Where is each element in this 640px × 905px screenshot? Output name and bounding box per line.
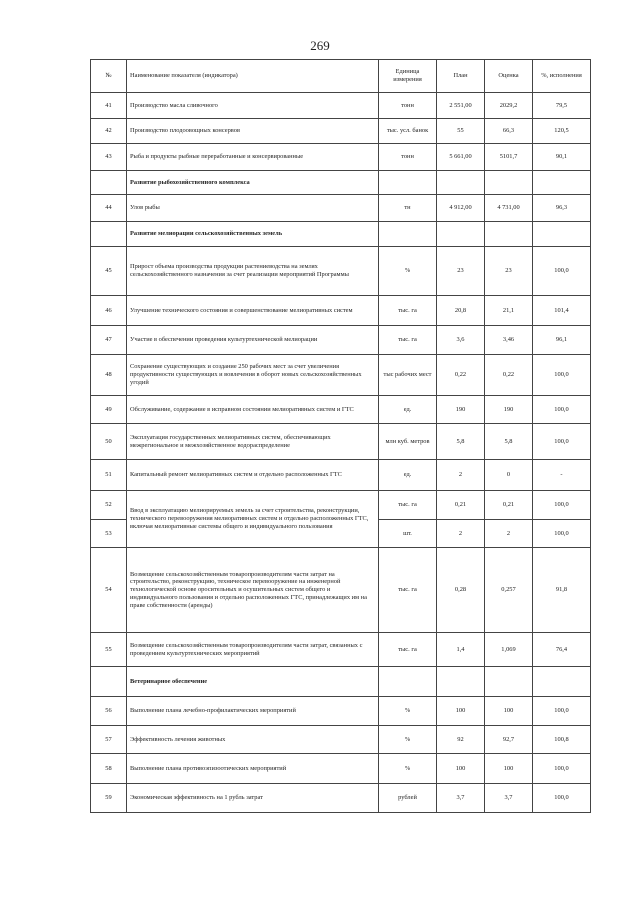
row-num: 57 (91, 726, 127, 754)
row-unit: тонн (379, 93, 437, 119)
row-name: Улучшение технического состояния и совершенствование мелиоративных систем (127, 296, 379, 326)
row-plan: 3,6 (437, 326, 485, 355)
row-estimate: 2029,2 (485, 93, 533, 119)
row-plan: 20,8 (437, 296, 485, 326)
section-row (91, 667, 591, 697)
row-percent: 100,0 (533, 424, 591, 460)
row-num: 51 (91, 460, 127, 491)
header-name: Наименование показателя (индикатора) (127, 60, 379, 93)
row-estimate: 0,22 (485, 355, 533, 396)
row-unit: рублей (379, 784, 437, 813)
row-estimate: 3,46 (485, 326, 533, 355)
row-num: 56 (91, 697, 127, 726)
row-unit: тонн (379, 144, 437, 171)
row-unit: тыс. га (379, 491, 437, 520)
row-plan: 92 (437, 726, 485, 754)
row-num: 43 (91, 144, 127, 171)
table-row (91, 247, 591, 296)
row-unit: шт. (379, 520, 437, 548)
row-num: 42 (91, 119, 127, 144)
row-name: Выполнение плана противоэпизоотических мероприятий (127, 754, 379, 784)
row-percent: 100,0 (533, 396, 591, 424)
table-row (91, 548, 591, 633)
row-unit: млн куб. метров (379, 424, 437, 460)
header-plan: План (437, 60, 485, 93)
table-row (91, 396, 591, 424)
row-name: Экономическая эффективность на 1 рубль затрат (127, 784, 379, 813)
row-num: 48 (91, 355, 127, 396)
row-estimate: 100 (485, 697, 533, 726)
table-row (91, 93, 591, 119)
table-row (91, 491, 591, 520)
row-plan: 100 (437, 697, 485, 726)
row-plan: 5 661,00 (437, 144, 485, 171)
row-num: 54 (91, 548, 127, 633)
row-name: Эксплуатация государственных мелиоративных систем, обеспечивающих межрегиональное и межхозяйственное водораспределение (127, 424, 379, 460)
row-estimate: 66,3 (485, 119, 533, 144)
row-estimate: 100 (485, 754, 533, 784)
row-name: Возмещение сельскохозяйственным товаропроизводителям части затрат на строительство, реконструкцию, техническое перевооружение на инженерной технологической основе оросительных и осушительных систем общего и индивидуального пользования и отдельно расположенных ГТС, принадлежащих им на праве собственности (аренды) (127, 548, 379, 633)
row-unit: тыс. га (379, 296, 437, 326)
row-estimate: 0 (485, 460, 533, 491)
row-percent: 120,5 (533, 119, 591, 144)
table-row (91, 355, 591, 396)
row-plan: 190 (437, 396, 485, 424)
row-unit: тыс. га (379, 633, 437, 667)
row-percent: 100,0 (533, 247, 591, 296)
row-num: 41 (91, 93, 127, 119)
row-percent: 100,0 (533, 355, 591, 396)
row-num: 49 (91, 396, 127, 424)
row-estimate: 5101,7 (485, 144, 533, 171)
header-unit: Единица измерения (379, 60, 437, 93)
row-unit: % (379, 247, 437, 296)
row-percent: 91,8 (533, 548, 591, 633)
row-num: 58 (91, 754, 127, 784)
table-header-row (91, 60, 591, 93)
row-num: 59 (91, 784, 127, 813)
page-number: 269 (310, 38, 330, 53)
section-row (91, 171, 591, 195)
row-unit: % (379, 726, 437, 754)
row-name: Ввод в эксплуатацию мелиорируемых земель за счет строительства, реконструкции, технического перевооружения мелиоративных систем и отдельно расположенных ГТС, включая мелиоративные системы общего и индивидуального пользования (127, 491, 379, 548)
table-row (91, 144, 591, 171)
header-estimate: Оценка (485, 60, 533, 93)
row-estimate: 0,21 (485, 491, 533, 520)
row-plan: 100 (437, 754, 485, 784)
row-percent: 100,0 (533, 491, 591, 520)
row-estimate: 92,7 (485, 726, 533, 754)
row-plan: 5,8 (437, 424, 485, 460)
row-percent: 101,4 (533, 296, 591, 326)
row-num: 50 (91, 424, 127, 460)
row-plan: 0,28 (437, 548, 485, 633)
row-name: Улов рыбы (127, 195, 379, 222)
row-estimate: 3,7 (485, 784, 533, 813)
section-row (91, 222, 591, 247)
header-percent: %, исполнения (533, 60, 591, 93)
table-row (91, 296, 591, 326)
row-percent: 100,0 (533, 754, 591, 784)
row-plan: 2 (437, 460, 485, 491)
row-estimate: 1,069 (485, 633, 533, 667)
section-title: Развитие рыбохозяйственного комплекса (127, 171, 379, 195)
row-estimate: 4 731,00 (485, 195, 533, 222)
section-title: Развитие мелиорации сельскохозяйственных земель (127, 222, 379, 247)
table-row (91, 119, 591, 144)
row-estimate: 0,257 (485, 548, 533, 633)
row-percent: 90,1 (533, 144, 591, 171)
row-name: Капитальный ремонт мелиоративных систем и отдельно расположенных ГТС (127, 460, 379, 491)
row-name: Рыба и продукты рыбные переработанные и консервированные (127, 144, 379, 171)
row-plan: 0,22 (437, 355, 485, 396)
row-estimate: 21,1 (485, 296, 533, 326)
row-percent: 100,8 (533, 726, 591, 754)
row-unit: ед. (379, 460, 437, 491)
row-unit: % (379, 697, 437, 726)
row-unit: тыс. га (379, 548, 437, 633)
row-unit: тн (379, 195, 437, 222)
row-plan: 0,21 (437, 491, 485, 520)
row-num: 55 (91, 633, 127, 667)
row-percent: 100,0 (533, 520, 591, 548)
row-plan: 23 (437, 247, 485, 296)
row-plan: 3,7 (437, 784, 485, 813)
row-name: Эффективность лечения животных (127, 726, 379, 754)
row-name: Обслуживание, содержание в исправном состоянии мелиоративных систем и ГТС (127, 396, 379, 424)
table-row (91, 754, 591, 784)
row-percent: 96,3 (533, 195, 591, 222)
row-num: 47 (91, 326, 127, 355)
header-num: № (91, 60, 127, 93)
row-unit: % (379, 754, 437, 784)
table-row (91, 784, 591, 813)
table-row (91, 726, 591, 754)
row-unit: ед. (379, 396, 437, 424)
table-row (91, 424, 591, 460)
indicators-table (90, 59, 591, 813)
row-plan: 55 (437, 119, 485, 144)
table-row (91, 633, 591, 667)
row-name: Возмещение сельскохозяйственным товаропроизводителям части затрат, связанных с проведением культуртехнических мероприятий (127, 633, 379, 667)
row-plan: 1,4 (437, 633, 485, 667)
row-num: 53 (91, 520, 127, 548)
row-name: Участие в обеспечении проведения культуртехнической мелиорации (127, 326, 379, 355)
table-row (91, 460, 591, 491)
row-unit: тыс. га (379, 326, 437, 355)
table-row (91, 195, 591, 222)
row-num: 46 (91, 296, 127, 326)
row-percent: 100,0 (533, 697, 591, 726)
row-name: Выполнение плана лечебно-профилактических мероприятий (127, 697, 379, 726)
row-unit: тыс рабочих мест (379, 355, 437, 396)
row-name: Производство масла сливочного (127, 93, 379, 119)
row-name: Сохранение существующих и создание 250 рабочих мест за счет увеличения продуктивности существующих и вовлечения в оборот новых сельскохозяйственных угодий (127, 355, 379, 396)
row-plan: 4 912,00 (437, 195, 485, 222)
row-name: Производство плодоовощных консервов (127, 119, 379, 144)
row-percent: 96,1 (533, 326, 591, 355)
row-estimate: 23 (485, 247, 533, 296)
row-unit: тыс. усл. банок (379, 119, 437, 144)
row-percent: 79,5 (533, 93, 591, 119)
row-estimate: 2 (485, 520, 533, 548)
row-estimate: 190 (485, 396, 533, 424)
row-estimate: 5,8 (485, 424, 533, 460)
row-percent: 100,0 (533, 784, 591, 813)
row-num: 45 (91, 247, 127, 296)
row-num: 52 (91, 491, 127, 520)
row-percent: - (533, 460, 591, 491)
table-row (91, 326, 591, 355)
section-title: Ветеринарное обеспечение (127, 667, 379, 697)
row-percent: 76,4 (533, 633, 591, 667)
row-plan: 2 (437, 520, 485, 548)
row-name: Прирост объема производства продукции растениеводства на землях сельскохозяйственного назначения за счет реализации мероприятий Программы (127, 247, 379, 296)
table-row (91, 697, 591, 726)
row-plan: 2 551,00 (437, 93, 485, 119)
row-num: 44 (91, 195, 127, 222)
